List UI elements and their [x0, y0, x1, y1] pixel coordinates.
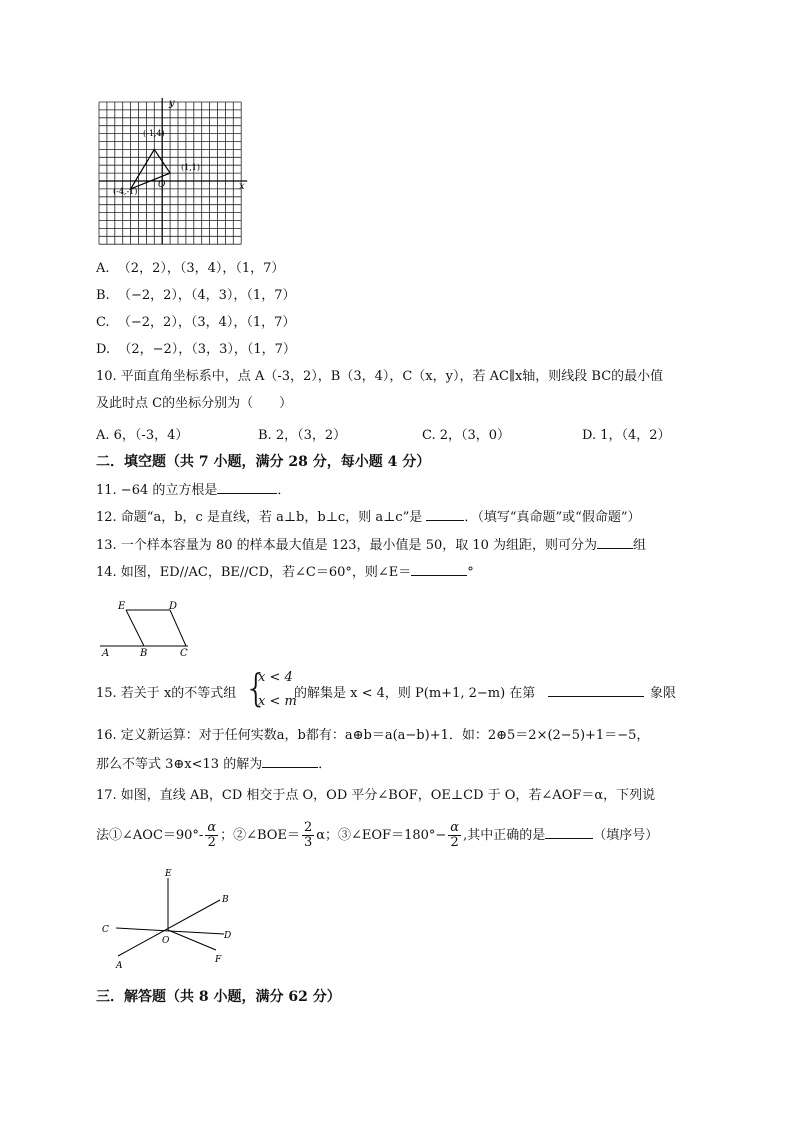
q14-parallelogram-figure — [98, 596, 198, 658]
q13: 13. 一个样本容量为 80 的样本最大值是 123，最小值是 50，取 10 为组距，则可分为 组 — [96, 538, 647, 553]
q10-line2: 及此时点 C的坐标分别为（ ） — [96, 396, 293, 411]
q11-blank — [217, 481, 277, 494]
q15-brace: { — [244, 666, 269, 710]
q14-label-a: A — [102, 648, 110, 658]
q15-system-line1: x < 4 — [258, 670, 293, 685]
q11: 11. −64 的立方根是 ． — [96, 483, 291, 498]
q17-blank — [545, 826, 593, 839]
q10-line1: 10. 平面直角坐标系中，点 A（-3，2），B（3，4），C（x，y），若 AC∥x轴，则线段 BC的最小值 — [96, 369, 664, 384]
section2-heading: 二．填空题（共 7 小题，满分 28 分，每小题 4 分） — [96, 454, 431, 470]
y-axis-label: y — [169, 98, 175, 109]
q10-option-c: C. 2，（3，0） — [422, 428, 511, 443]
q10-option-b: B. 2，（3，2） — [258, 428, 347, 443]
q13-blank — [597, 536, 633, 549]
q14-label-e: E — [118, 601, 126, 612]
q16-line2: 那么不等式 3⊕x<13 的解为 ． — [96, 757, 332, 772]
q17-label-e: E — [165, 869, 172, 879]
q17-label-o: O — [162, 936, 170, 946]
q15-blank — [548, 684, 644, 697]
section3-heading: 三．解答题（共 8 小题，满分 62 分） — [96, 989, 341, 1005]
q17-line2: 法①∠AOC＝90°- $\frac{\alpha}{2}$ ；②∠BOE＝ $\frac{2}{3}$ α；③∠EOF＝180°− $\frac{\alpha}{2}$ ,其中正确的是 （填序号） — [96, 820, 659, 850]
q17-lines-figure — [98, 866, 243, 972]
q9-option-d: D. （2，−2），（3，3），（1，7） — [96, 342, 296, 357]
q10-option-d: D. 1，（4，2） — [582, 428, 671, 443]
q14: 14. 如图，ED//AC，BE//CD，若∠C＝60°，则∠E＝ ° — [96, 565, 474, 580]
q17-label-a: A — [116, 961, 123, 971]
q10-options — [0, 424, 794, 442]
origin-label: O — [158, 180, 166, 190]
point-b-label: (1,1) — [181, 163, 200, 172]
x-axis-label: x — [239, 181, 245, 192]
q17-label-c: C — [102, 925, 109, 935]
q15-system-line2: x < m — [258, 694, 297, 709]
q17-fraction-3: $\frac{\alpha}{2}$ — [450, 820, 460, 850]
q16-line1: 16. 定义新运算：对于任何实数a，b都有：a⊕b＝a(a−b)+1．如：2⊕5＝2×(2−5)+1＝−5， — [96, 728, 650, 743]
point-a-label: (-1,4) — [143, 129, 165, 138]
q9-option-c: C. （−2，2），（3，4），（1，7） — [96, 315, 296, 330]
q17-label-d: D — [224, 931, 232, 941]
q12-blank — [426, 508, 464, 521]
coordinate-grid-figure — [95, 98, 250, 250]
q14-blank — [411, 563, 467, 576]
q9-option-a: A. （2，2），（3，4），（1，7） — [96, 261, 285, 276]
q17-line1: 17. 如图，直线 AB，CD 相交于点 O，OD 平分∠BOF，OE⊥CD 于 O，若∠AOF＝α，下列说 — [96, 788, 656, 803]
q10-option-a: A. 6，（-3，4） — [96, 428, 189, 443]
q17-fraction-2: $\frac{2}{3}$ — [303, 820, 313, 850]
q14-label-d: D — [169, 601, 178, 612]
q12: 12. 命题“a，b，c 是直线，若 a⊥b，b⊥c，则 a⊥c”是 ．（填写“真命题”或“假命题”） — [96, 510, 641, 525]
q9-option-b: B. （−2，2），（4，3），（1，7） — [96, 288, 296, 303]
q17-fraction-1: $\frac{\alpha}{2}$ — [207, 820, 217, 850]
point-c-label: (-4,-1) — [113, 187, 138, 196]
q14-label-b: B — [140, 648, 148, 658]
q14-label-c: C — [180, 648, 188, 658]
q17-label-b: B — [222, 895, 229, 905]
q17-label-f: F — [215, 955, 222, 965]
q16-blank — [262, 755, 318, 768]
